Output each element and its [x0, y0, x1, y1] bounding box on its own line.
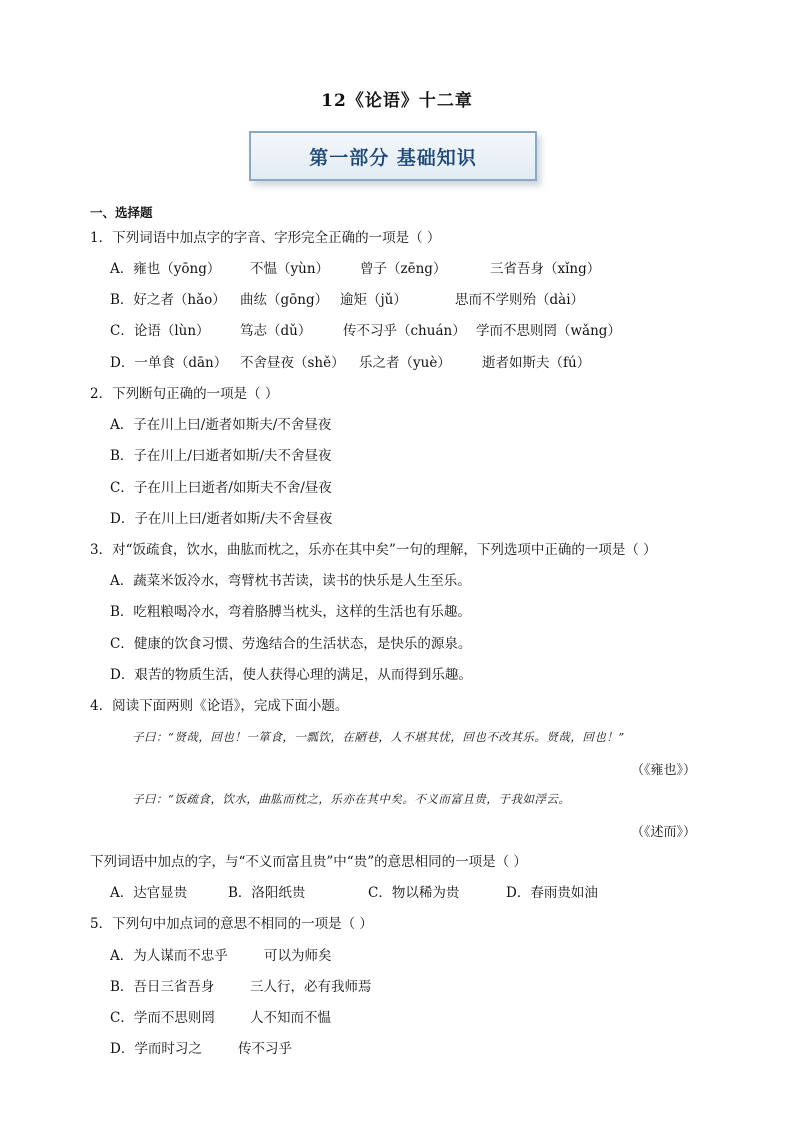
- quote-shuer: 子曰：“饭疏食，饮水，曲肱而枕之，乐亦在其中矣。不义而富且贵，于我如浮云。: [132, 792, 571, 806]
- option-cell: C．论语（lùn）: [110, 323, 210, 339]
- option-cell: 三人行，必有我师焉: [250, 979, 372, 995]
- section-banner: 第一部分 基础知识: [249, 131, 537, 181]
- option-cell: 乐之者（yuè）: [359, 355, 451, 371]
- question-2-option-c: C．子在川上曰逝者/如斯夫不舍/昼夜: [110, 480, 332, 496]
- option-cell: 人不知而不愠: [250, 1010, 331, 1026]
- question-3-option-d: D．艰苦的物质生活，使人获得心理的满足，从而得到乐趣。: [110, 667, 472, 683]
- question-2-stem: 2．下列断句正确的一项是（ ）: [90, 386, 279, 402]
- option-cell: A．达官显贵: [110, 885, 188, 901]
- question-3-stem: 3．对“饭疏食，饮水，曲肱而枕之，乐亦在其中矣”一句的理解，下列选项中正确的一项是（ ）: [90, 542, 657, 558]
- option-cell: D．学而时习之: [110, 1041, 202, 1057]
- option-cell: 曾子（zēng）: [360, 261, 447, 277]
- quote-yongye: 子曰：“贤哉，回也！一箪食，一瓢饮，在陋巷，人不堪其忧，回也不改其乐。贤哉，回也！”: [132, 730, 625, 744]
- option-cell: 曲纮（gōng）: [240, 292, 329, 308]
- question-5-stem: 5．下列句中加点词的意思不相同的一项是（ ）: [90, 916, 373, 932]
- option-cell: 传不习乎（chuán）: [343, 323, 466, 339]
- option-cell: 思而不学则殆（dài）: [455, 292, 585, 308]
- quote-source-yongye: （《雍也》）: [630, 763, 696, 778]
- question-4-sub-stem: 下列词语中加点的字，与“不义而富且贵”中“贵”的意思相同的一项是（ ）: [90, 854, 527, 870]
- option-cell: 不舍昼夜（shě）: [240, 355, 345, 371]
- question-2-option-b: B．子在川上/曰逝者如斯/夫不舍昼夜: [110, 448, 332, 464]
- option-cell: 笃志（dǔ）: [240, 323, 312, 339]
- option-cell: A．雍也（yōng）: [110, 261, 221, 277]
- option-cell: C．物以稀为贵: [368, 885, 460, 901]
- section-heading: 一、选择题: [90, 205, 153, 220]
- option-cell: 三省吾身（xǐng）: [490, 261, 601, 277]
- question-2-option-d: D．子在川上曰/逝者如斯/夫不舍昼夜: [110, 511, 333, 527]
- page-title: 12《论语》十二章: [321, 91, 473, 111]
- question-1-stem: 1．下列词语中加点字的字音、字形完全正确的一项是（ ）: [90, 230, 441, 246]
- question-3-option-b: B．吃粗粮喝冷水，弯着胳膊当枕头，这样的生活也有乐趣。: [110, 604, 471, 620]
- option-cell: C．学而不思则罔: [110, 1010, 215, 1026]
- option-cell: B．吾日三省吾身: [110, 979, 215, 995]
- option-cell: 传不习乎: [238, 1041, 292, 1057]
- option-cell: 不愠（yùn）: [250, 261, 330, 277]
- option-cell: A．为人谋而不忠乎: [110, 948, 228, 964]
- question-3-option-c: C．健康的饮食习惯、劳逸结合的生活状态，是快乐的源泉。: [110, 636, 472, 652]
- option-cell: 逝者如斯夫（fú）: [482, 355, 591, 371]
- option-cell: 逾矩（jǔ）: [340, 292, 407, 308]
- question-2-option-a: A．子在川上曰/逝者如斯夫/不舍昼夜: [110, 417, 332, 433]
- question-4-stem: 4．阅读下面两则《论语》，完成下面小题。: [90, 698, 349, 714]
- option-cell: 可以为师矣: [264, 948, 332, 964]
- option-cell: 学而不思则罔（wǎng）: [476, 323, 621, 339]
- option-cell: B．洛阳纸贵: [228, 885, 306, 901]
- option-cell: B．好之者（hǎo）: [110, 292, 226, 308]
- question-3-option-a: A．蔬菜米饭冷水，弯臂枕书苦读，读书的快乐是人生至乐。: [110, 573, 471, 589]
- quote-source-shuer: （《述而》）: [630, 825, 696, 840]
- option-cell: D．春雨贵如油: [506, 885, 598, 901]
- option-cell: D．一单食（dān）: [110, 355, 228, 371]
